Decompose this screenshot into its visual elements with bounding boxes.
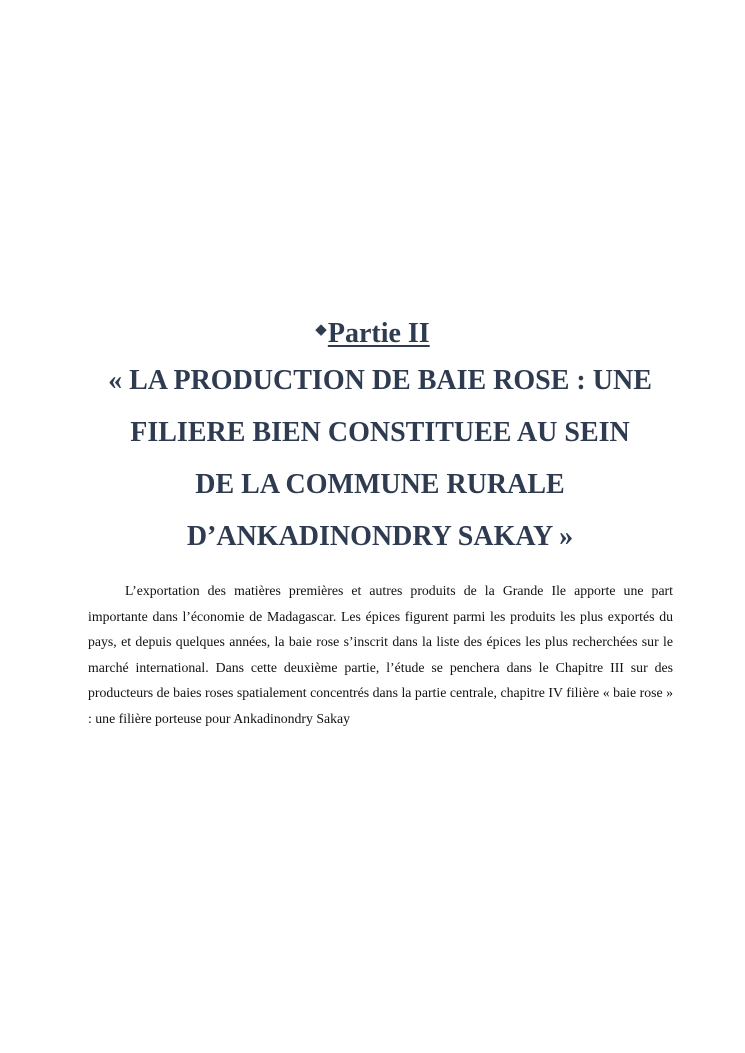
intro-paragraph: L’exportation des matières premières et autres produits de la Grande Ile apporte une part importante dans l’économie de Madagascar. Les épices figurent parmi les produits les plus exportés du pays, et depuis quelques années, la baie rose s’inscrit dans la liste des épices les plus recherchées sur le marché international. Dans cette deuxième partie, l’étude se penchera dans le Chapitre III sur des producteurs de baies roses spatialement concentrés dans la partie centrale, chapitre IV filière « baie rose » : une filière porteuse pour Ankadinondry Sakay (88, 583, 673, 726)
title-line-2: FILIERE BIEN CONSTITUEE AU SEIN (130, 417, 630, 448)
title-line-3: DE LA COMMUNE RURALE (195, 469, 565, 500)
part-heading (0, 310, 745, 354)
diamond-icon: ◆ (315, 322, 327, 338)
part-label: Partie II (327, 318, 430, 349)
title-line-1: « LA PRODUCTION DE BAIE ROSE : UNE (108, 365, 652, 396)
part-title (80, 355, 680, 563)
title-line-4: D’ANKADINONDRY SAKAY » (186, 521, 574, 552)
